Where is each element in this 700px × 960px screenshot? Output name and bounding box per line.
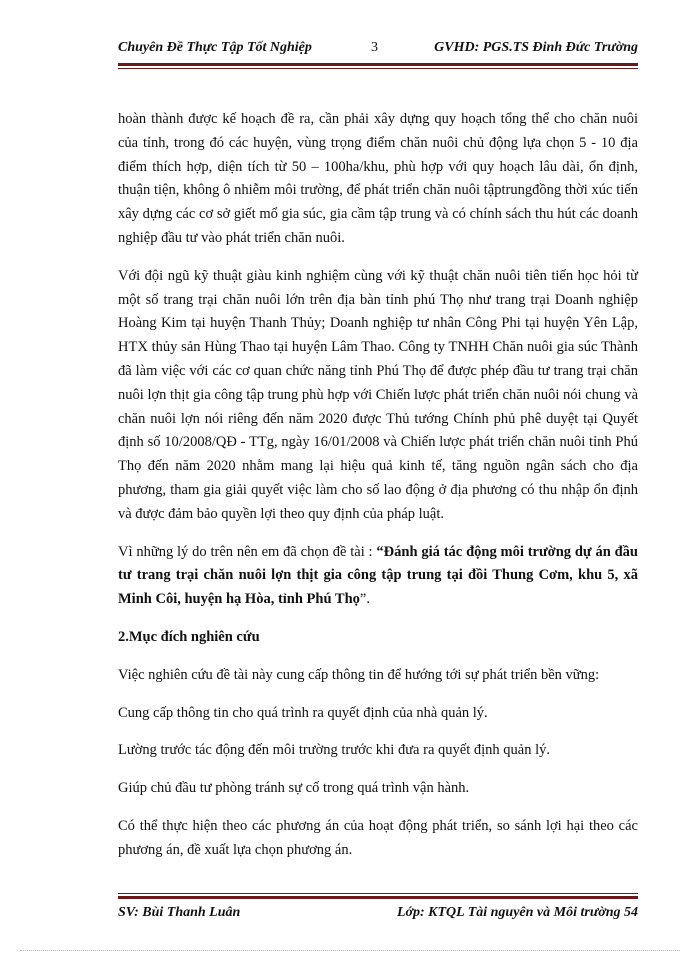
topic-paragraph	[118, 541, 638, 612]
header-document-title: Chuyên Đề Thực Tập Tốt Nghiệp	[118, 40, 312, 55]
section-heading: 2.Mục đích nghiên cứu	[118, 628, 260, 645]
footer-rule	[118, 893, 638, 899]
topic-title: “Đánh giá tác động môi trường dự án đầu tư trang trại chăn nuôi lợn thịt gia công tập trung tại đồi Thung Cơm, khu 5, xã Minh Côi, huyện hạ Hòa, tỉnh Phú Thọ	[118, 543, 638, 608]
section-line: Việc nghiên cứu đề tài này cung cấp thông tin để hướng tới sự phát triển bền vững:	[118, 666, 600, 683]
header-supervisor: GVHD: PGS.TS Đinh Đức Trường	[434, 40, 638, 55]
body-paragraph: Với đội ngũ kỹ thuật giàu kinh nghiệm cùng với kỹ thuật chăn nuôi tiên tiến học hỏi từ một số trang trại chăn nuôi lớn trên địa bàn tỉnh phú Thọ như trang trại Doanh nghiệp Hoàng Kim tại huyện Thanh Thủy; Doanh nghiệp tư nhân Công Phi tại huyện Yên Lập, HTX thủy sản Hùng Thao tại huyện Lâm Thao. Công ty TNHH Chăn nuôi gia súc Thành đã làm việc với các cơ quan chức năng tỉnh Phú Thọ để được phép đầu tư trang trại chăn nuôi lợn thịt gia công tập trung phù hợp với Chiến lược phát triển chăn nuôi nói chung và chăn nuôi lợn nói riêng đến năm 2020 được Thủ tướng Chính phủ phê duyệt tại Quyết định số 10/2008/QĐ - TTg, ngày 16/01/2008 và Chiến lược phát triển chăn nuôi tỉnh Phú Thọ đến năm 2020 nhằm mang lại hiệu quả kinh tế, tăng nguồn ngân sách cho địa phương, tham gia giải quyết việc làm cho số lao động ở địa phương có thu nhập ổn định và được đảm bảo quyền lợi theo quy định của pháp luật.	[118, 267, 638, 522]
footer-class: Lớp: KTQL Tài nguyên và Môi trường 54	[396, 905, 638, 920]
header-page-number: 3	[371, 40, 378, 55]
page-break-line	[20, 950, 680, 951]
section-line: Cung cấp thông tin cho quá trình ra quyết định của nhà quản lý.	[118, 704, 488, 721]
section-line: Lường trước tác động đến môi trường trước khi đưa ra quyết định quản lý.	[118, 742, 550, 759]
section-line: Giúp chủ đầu tư phòng tránh sự cố trong quá trình vận hành.	[118, 780, 470, 797]
page-body	[118, 108, 638, 877]
body-paragraph: hoàn thành được kế hoạch đề ra, cần phải xây dựng quy hoạch tổng thể cho chăn nuôi của tỉnh, trong đó các huyện, vùng trọng điểm chăn nuôi chủ động lựa chọn 5 - 10 địa điểm thích hợp, diện tích từ 50 – 100ha/khu, phù hợp với quy hoạch lâu dài, ổn định, thuận tiện, không ô nhiễm môi trường, để phát triển chăn nuôi tậptrungđồng thời xúc tiến xây dựng các cơ sở giết mổ gia súc, gia cầm tập trung và có chính sách thu hút các doanh nghiệp đầu tư vào phát triển chăn nuôi.	[118, 111, 638, 246]
section-line: Có thể thực hiện theo các phương án của hoạt động phát triển, so sánh lợi hại theo các phương án, đề xuất lựa chọn phương án.	[118, 817, 638, 858]
page-header	[118, 40, 638, 60]
footer-student: SV: Bùi Thanh Luân	[118, 905, 241, 920]
header-rule	[118, 63, 638, 69]
topic-end: ”.	[359, 591, 370, 608]
page-footer	[118, 905, 638, 925]
topic-intro: Vì những lý do trên nên em đã chọn đề tài :	[118, 543, 377, 560]
